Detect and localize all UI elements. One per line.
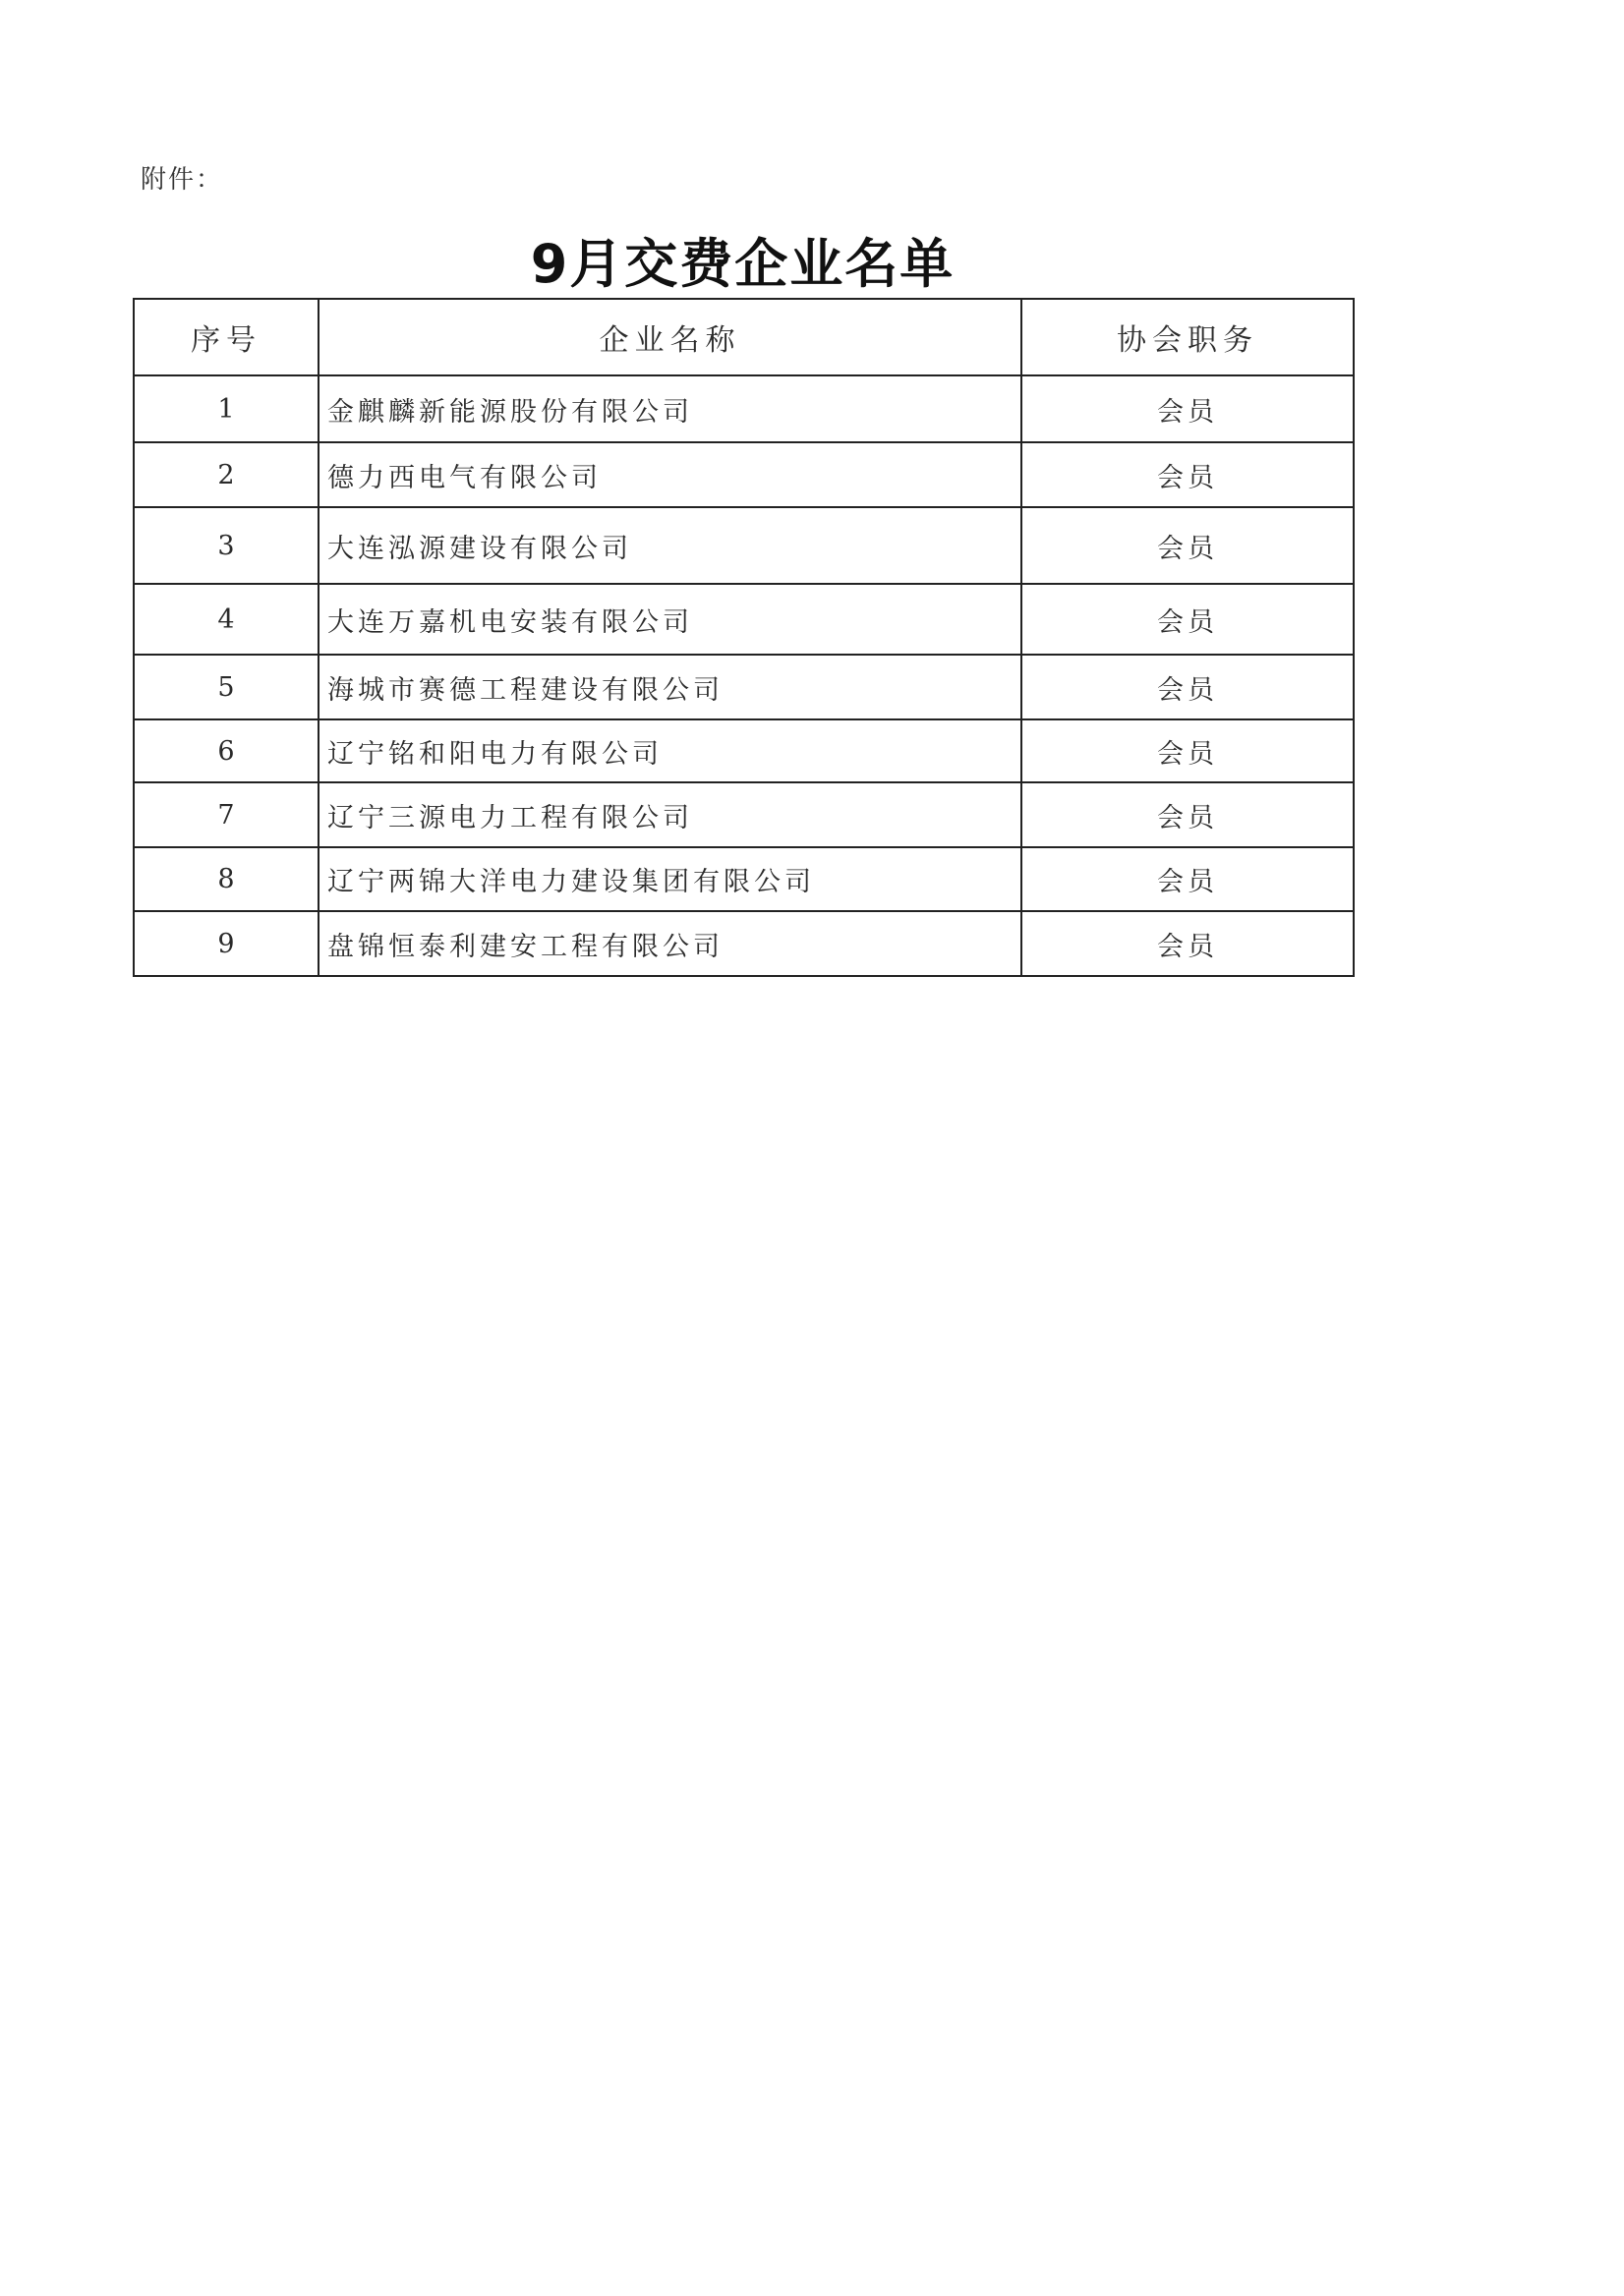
company-name: 辽宁两锦大洋电力建设集团有限公司 <box>319 847 1021 911</box>
table-row <box>134 655 1354 719</box>
table-row <box>134 507 1354 584</box>
table-row <box>134 719 1354 782</box>
table-row <box>134 911 1354 976</box>
member-role: 会员 <box>1021 442 1354 507</box>
company-name: 大连泓源建设有限公司 <box>319 507 1021 584</box>
company-name: 辽宁铭和阳电力有限公司 <box>319 719 1021 782</box>
table-row <box>134 375 1354 442</box>
company-name: 海城市赛德工程建设有限公司 <box>319 655 1021 719</box>
company-name: 金麒麟新能源股份有限公司 <box>319 375 1021 442</box>
table-row <box>134 584 1354 655</box>
company-name: 大连万嘉机电安装有限公司 <box>319 584 1021 655</box>
member-role: 会员 <box>1021 782 1354 847</box>
company-name: 辽宁三源电力工程有限公司 <box>319 782 1021 847</box>
header-index: 序号 <box>134 299 319 375</box>
table-row <box>134 847 1354 911</box>
member-role: 会员 <box>1021 507 1354 584</box>
member-role: 会员 <box>1021 655 1354 719</box>
row-index: 4 <box>134 584 319 655</box>
member-role: 会员 <box>1021 584 1354 655</box>
member-role: 会员 <box>1021 847 1354 911</box>
row-index: 9 <box>134 911 319 976</box>
company-name: 德力西电气有限公司 <box>319 442 1021 507</box>
row-index: 8 <box>134 847 319 911</box>
attachment-label: 附件： <box>141 165 224 195</box>
row-index: 5 <box>134 655 319 719</box>
member-role: 会员 <box>1021 375 1354 442</box>
row-index: 2 <box>134 442 319 507</box>
table-header-row <box>134 299 1354 375</box>
member-role: 会员 <box>1021 719 1354 782</box>
table-row <box>134 782 1354 847</box>
row-index: 1 <box>134 375 319 442</box>
company-name: 盘锦恒泰利建安工程有限公司 <box>319 911 1021 976</box>
row-index: 3 <box>134 507 319 584</box>
page-title: 9月交费企业名单 <box>530 233 956 295</box>
member-table <box>133 298 1355 977</box>
member-role: 会员 <box>1021 911 1354 976</box>
row-index: 7 <box>134 782 319 847</box>
row-index: 6 <box>134 719 319 782</box>
header-company-name: 企业名称 <box>319 299 1021 375</box>
table-row <box>134 442 1354 507</box>
header-role: 协会职务 <box>1021 299 1354 375</box>
